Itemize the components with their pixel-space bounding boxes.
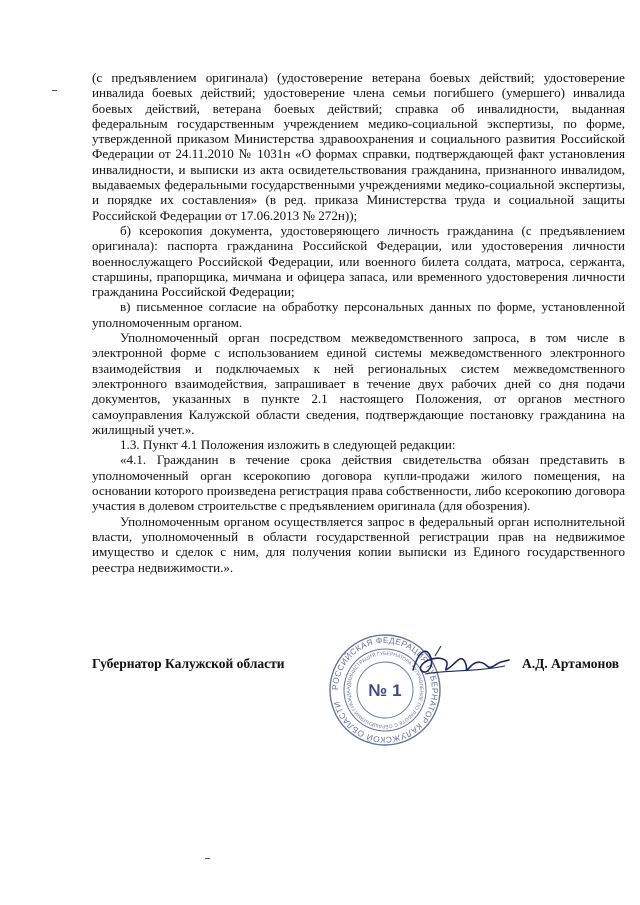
- signatory-title: Губернатор Калужской области: [92, 656, 285, 671]
- scan-speck: [52, 90, 57, 91]
- document-body: [92, 70, 625, 575]
- signatory-name: А.Д. Артамонов: [522, 656, 620, 671]
- paragraph-2: б) ксерокопия документа, удостоверяющего личность гражданина (с предъявлением оригинала): паспорта гражданина Российской Федерации, или удостоверения личности военнослужащего Российской Федерации, или военного билета солдата, матроса, сержанта, старшины, прапорщика, мичмана и офицера запаса, или временного удостоверения личности гражданина Российской Федерации;: [92, 222, 625, 300]
- seal-inner-text-path: АДМИНИСТРАЦИЯ ГУБЕРНАТОРА • УПРАВЛЕНИЕ ПО РАБОТЕ С ОБРАЩЕНИЯМИ ГРАЖДА: [345, 650, 425, 730]
- paragraph-5: 1.3. Пункт 4.1 Положения изложить в следующей редакции:: [120, 437, 456, 453]
- paragraph-6: «4.1. Гражданин в течение срока действия свидетельства обязан представить в уполномоченный орган ксерокопию договора купли-продажи жилого помещения, на основании которого произведена регистрация права собственности, либо ксерокопию договора участия в долевом строительстве с предъявлением оригинала (для обозрения).: [92, 452, 625, 514]
- handwritten-signature: [405, 640, 515, 690]
- paragraph-1: (с предъявлением оригинала) (удостоверение ветерана боевых действий; удостоверение инвалида боевых действий; удостоверение члена семьи погибшего (умершего) инвалида боевых действий, ветерана боевых действий; справка об инвалидности, выданная федеральным государственным учреждением медико-социальной экспертизы, по форме, утвержденной приказом Министерства здравоохранения и социального развития Российской Федерации от 24.11.2010 № 1031н «О формах справки, подтверждающей факт установления инвалидности, и выписки из акта освидетельствования гражданина, признанного инвалидом, выдаваемых федеральными государственными учреждениями медико-социальной экспертизы, и порядке их составления» (в ред. приказа Министерства труда и социальной защиты Российской Федерации от 17.06.2013 № 272н));: [92, 70, 625, 223]
- seal-number: № 1: [368, 681, 402, 700]
- paragraph-4: Уполномоченный орган посредством межведомственного запроса, в том числе в электронной форме с использованием единой системы межведомственного электронного взаимодействия и подключаемых к ней региональных систем межведомственного электронного взаимодействия, запрашивает в течение двух рабочих дней со дня подачи документов, указанных в пункте 2.1 настоящего Положения, от органов местного самоуправления Калужской области сведения, подтверждающие постановку гражданина на жилищный учет.».: [92, 330, 625, 437]
- paragraph-7: Уполномоченным органом осуществляется запрос в федеральный орган исполнительной власти, уполномоченный в области государственной регистрации прав на недвижимое имущество и сделок с ним, для получения копии выписки из Единого государственного реестра недвижимости.».: [92, 513, 625, 575]
- paragraph-3: в) письменное согласие на обработку персональных данных по форме, установленной уполномоченным органом.: [92, 299, 625, 330]
- scan-speck: [205, 858, 210, 859]
- seal-outer-text-path: РОССИЙСКАЯ ФЕДЕРАЦИЯ ГУБЕРНАТОР КАЛУЖСКОЙ ОБЛАСТИ: [329, 634, 441, 746]
